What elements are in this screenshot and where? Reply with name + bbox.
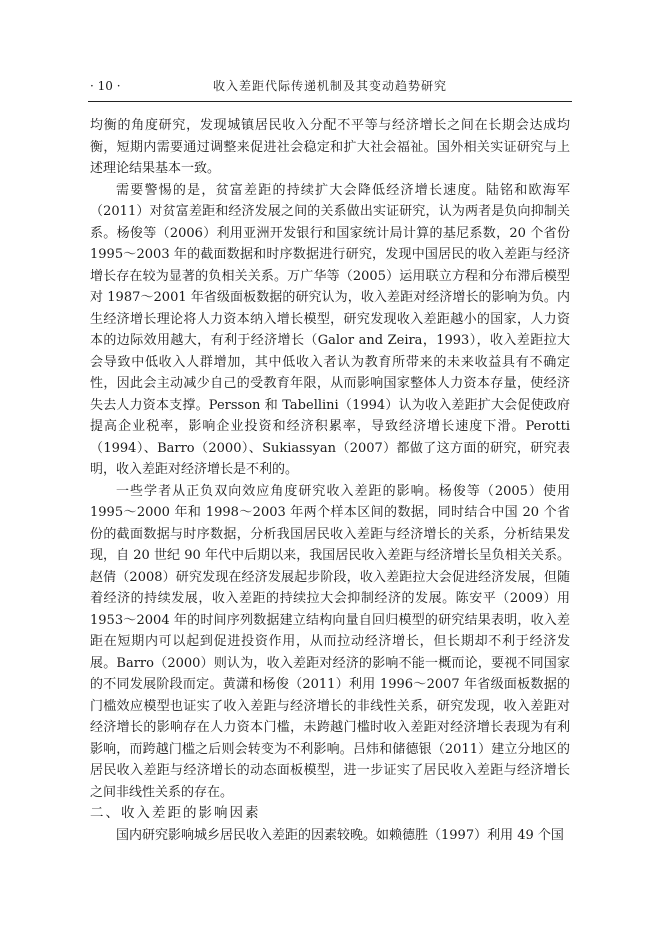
page-number: · 10 · xyxy=(90,79,121,93)
paragraph: 一些学者从正负双向效应角度研究收入差距的影响。杨俊等（2005）使用 1995～2000 年和 1998～2003 年两个样本区间的数据，同时结合中国 20 个省份的截面数据与时序数据，分析我国居民收入差距与经济增长的关系，分析结果发现，自 20 世纪 90 年代中后期以来，我国居民收入差距与经济增长呈负相关关系。赵倩（2008）研究发现在经济发展起步阶段，收入差距拉大会促进经济发展，但随着经济的持续发展，收入差距的持续拉大会抑制经济的发展。陈安平（2009）用 1953～2004 年的时间序列数据建立结构向量自回归模型的研究结果表明，收入差距在短期内可以起到促进投资作用，从而拉动经济增长，但长期却不利于经济发展。Barro（2000）则认为，收入差距对经济的影响不能一概而论，要视不同国家的不同发展阶段而定。黄潇和杨俊（2011）利用 1996～2007 年省级面板数据的门槛效应模型也证实了收入差距与经济增长的非线性关系，研究发现，收入差距对经济增长的影响存在人力资本门槛，未跨越门槛时收入差距对经济增长表现为有利影响，而跨越门槛之后则会转变为不利影响。吕炜和储德银（2011）建立分地区的居民收入差距与经济增长的动态面板模型，进一步证实了居民收入差距与经济增长之间非线性关系的存在。 xyxy=(90,483,570,800)
paragraph-continued: 均衡的角度研究，发现城镇居民收入分配不平等与经济增长之间在长期会达成均衡，短期内需要通过调整来促进社会稳定和扩大社会福祉。国外相关实证研究与上述理论结果基本一致。 xyxy=(90,118,570,176)
section-heading: 二、收入差距的影响因素 xyxy=(90,805,261,821)
page-header xyxy=(90,76,570,96)
header-rule xyxy=(88,101,572,102)
paragraph: 国内研究影响城乡居民收入差距的因素较晚。如赖德胜（1997）利用 49 个国 xyxy=(116,827,564,843)
page-body xyxy=(90,115,570,846)
running-title: 收入差距代际传递机制及其变动趋势研究 xyxy=(212,79,447,93)
paragraph: 需要警惕的是，贫富差距的持续扩大会降低经济增长速度。陆铭和欧海军（2011）对贫富差距和经济发展之间的关系做出实证研究，认为两者是负向抑制关系。杨俊等（2006）利用亚洲开发银行和国家统计局计算的基尼系数，20 个省份 1995～2003 年的截面数据和时序数据进行研究，发现中国居民的收入差距与经济增长存在较为显著的负相关关系。万广华等（2005）运用联立方程和分布滞后模型对 1987～2001 年省级面板数据的研究认为，收入差距对经济增长的影响为负。内生经济增长理论将人力资本纳入增长模型，研究发现收入差距越小的国家，人力资本的边际效用越大，有利于经济增长（Galor and Zeira，1993），收入差距拉大会导致中低收入人群增加，其中低收入者认为教育所带来的未来收益具有不确定性，因此会主动减少自己的受教育年限，从而影响国家整体人力资本存量，使经济失去人力资本支撑。Persson 和 Tabellini（1994）认为收入差距扩大会促使政府提高企业税率，影响企业投资和经济积累率，导致经济增长速度下滑。Perotti（1994）、Barro（2000）、Sukiassyan（2007）都做了这方面的研究，研究表明，收入差距对经济增长是不利的。 xyxy=(90,182,570,477)
